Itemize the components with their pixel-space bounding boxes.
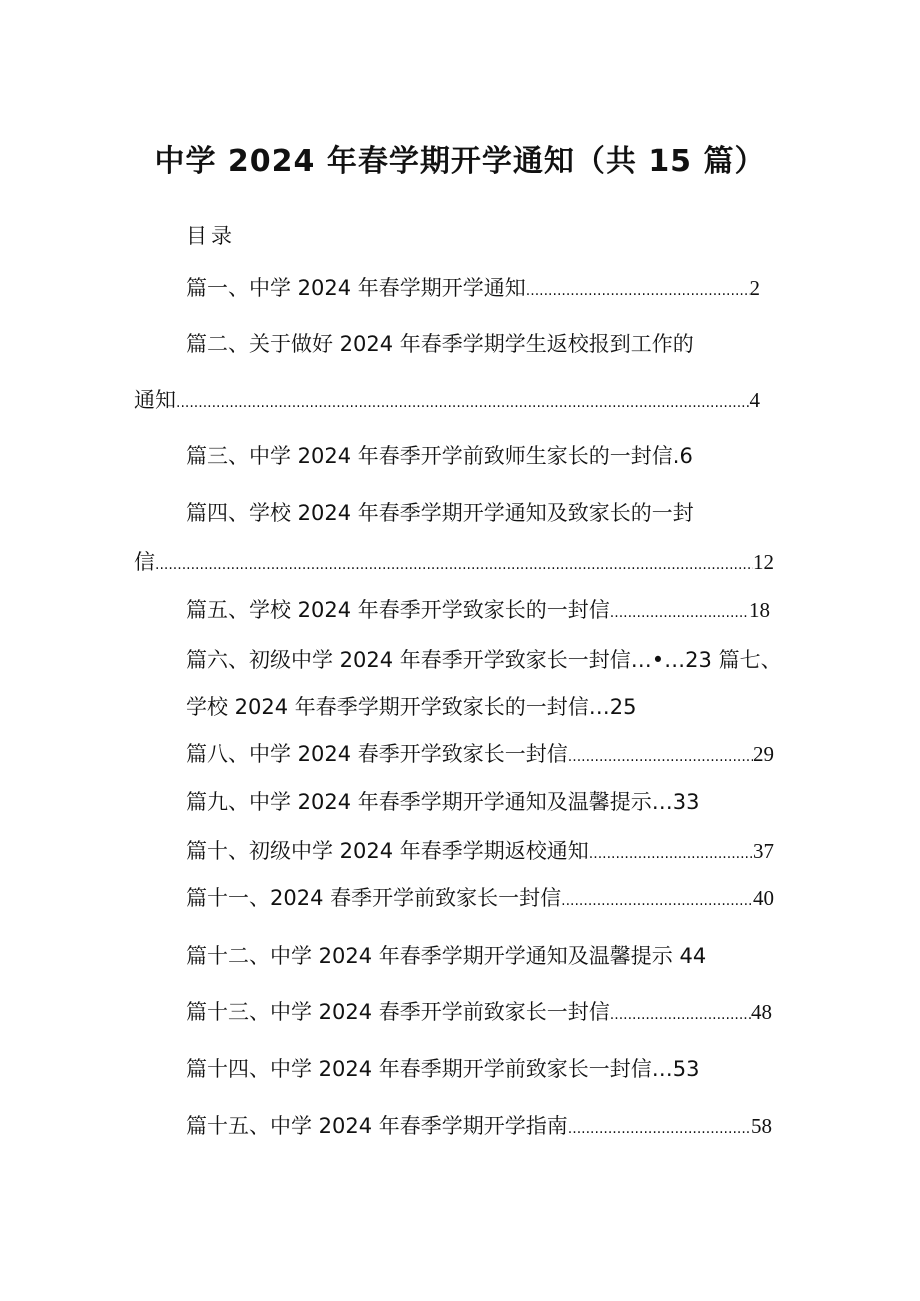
- toc-entry-text-cont: 信: [134, 550, 155, 574]
- toc-entry-8[interactable]: [186, 744, 774, 765]
- toc-entry-text: 篇十二、中学 2024 年春季学期开学通知及温馨提示 44: [186, 944, 707, 968]
- toc-entry-14[interactable]: [186, 1059, 700, 1080]
- toc-entry-page: 40: [753, 886, 774, 910]
- toc-entry-text: 篇十四、中学 2024 年春季期开学前致家长一封信…53: [186, 1057, 700, 1081]
- toc-entry-text: 篇四、学校 2024 年春季学期开学通知及致家长的一封: [186, 501, 694, 525]
- toc-entry-text: 篇十五、中学 2024 年春季学期开学指南: [186, 1114, 568, 1138]
- toc-entry-15[interactable]: [186, 1116, 772, 1137]
- toc-entry-page: 48: [751, 1000, 772, 1024]
- leader-dots: [568, 750, 753, 764]
- leader-dots: [561, 894, 753, 908]
- toc-entry-page: 12: [753, 550, 774, 574]
- toc-entry-9[interactable]: [186, 792, 700, 813]
- toc-entry-text: 篇十一、2024 春季开学前致家长一封信: [186, 886, 562, 910]
- toc-entry-text: 篇二、关于做好 2024 年春季学期学生返校报到工作的: [186, 332, 694, 356]
- toc-entry-4[interactable]: [186, 503, 694, 524]
- toc-entry-page: 29: [753, 742, 774, 766]
- leader-dots: [568, 1122, 751, 1136]
- toc-entry-text: 学校 2024 年春季学期开学致家长的一封信…25: [186, 695, 637, 719]
- leader-dots: [176, 396, 750, 410]
- toc-entry-text: 篇十、初级中学 2024 年春季学期返校通知: [186, 839, 589, 863]
- toc-entry-text: 篇六、初级中学 2024 年春季开学致家长一封信…•…23 篇七、: [186, 648, 782, 672]
- toc-entry-7[interactable]: [186, 697, 637, 718]
- toc-entry-page: 58: [751, 1114, 772, 1138]
- toc-entry-11[interactable]: [186, 888, 774, 909]
- toc-entry-text: 篇五、学校 2024 年春季开学致家长的一封信: [186, 598, 610, 622]
- toc-entry-text-cont: 通知: [134, 388, 176, 412]
- toc-entry-text: 篇九、中学 2024 年春季学期开学通知及温馨提示…33: [186, 790, 700, 814]
- toc-entry-2-continued[interactable]: [134, 390, 760, 411]
- toc-entry-text: 篇八、中学 2024 春季开学致家长一封信: [186, 742, 568, 766]
- leader-dots: [589, 847, 753, 861]
- toc-entry-text: 篇一、中学 2024 年春学期开学通知: [186, 276, 526, 300]
- toc-entry-text: 篇三、中学 2024 年春季开学前致师生家长的一封信.6: [186, 444, 693, 468]
- toc-entry-13[interactable]: [186, 1002, 772, 1023]
- toc-entry-page: 4: [749, 388, 760, 412]
- toc-entry-2[interactable]: [186, 334, 694, 355]
- document-title: 中学 2024 年春学期开学通知（共 15 篇）: [154, 144, 766, 179]
- toc-entry-page: 18: [749, 598, 770, 622]
- toc-entry-4-continued[interactable]: [134, 552, 774, 573]
- toc-entry-3[interactable]: [186, 446, 693, 467]
- toc-entry-page: 37: [753, 839, 774, 863]
- toc-entry-10[interactable]: [186, 841, 774, 862]
- leader-dots: [155, 558, 753, 572]
- leader-dots: [610, 1008, 751, 1022]
- toc-entry-6[interactable]: [186, 650, 782, 671]
- leader-dots: [526, 284, 750, 298]
- toc-entry-5[interactable]: [186, 600, 770, 621]
- leader-dots: [610, 606, 749, 620]
- toc-entry-text: 篇十三、中学 2024 春季开学前致家长一封信: [186, 1000, 610, 1024]
- toc-entry-12[interactable]: [186, 946, 706, 967]
- toc-entry-1[interactable]: [186, 278, 760, 299]
- toc-entry-page: 2: [749, 276, 760, 300]
- toc-heading: 目录: [186, 224, 236, 248]
